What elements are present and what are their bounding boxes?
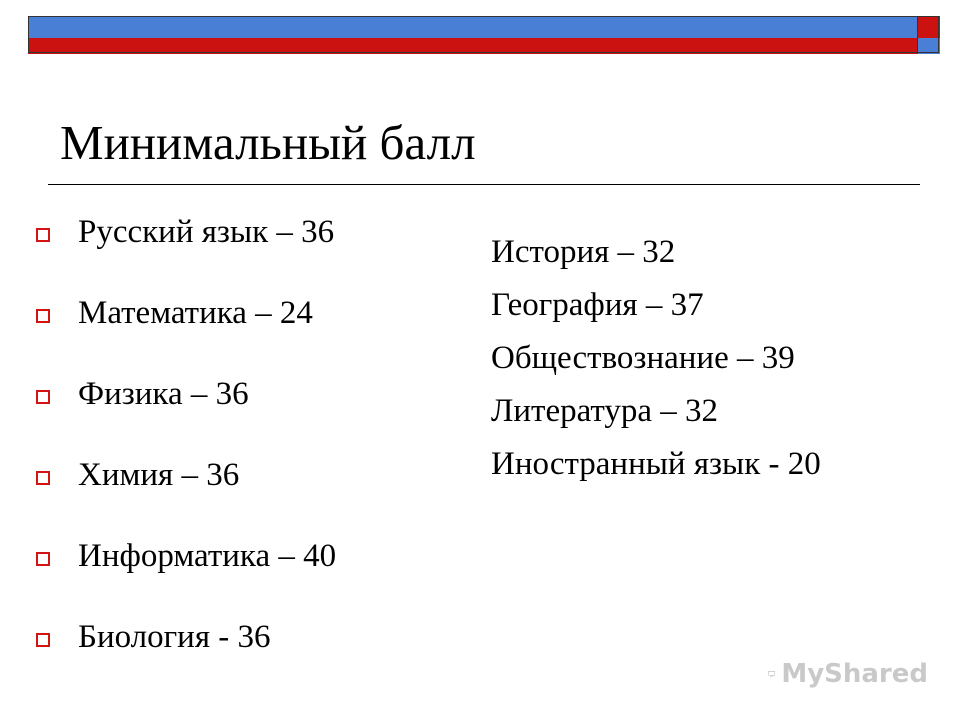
list-item-label: Математика – 24 [78,295,313,331]
list-item-label: Русский язык – 36 [78,214,335,250]
list-item: География – 37 [491,287,704,323]
header-blue-square [918,38,940,54]
hollow-square-icon [36,309,50,323]
list-item: Литература – 32 [491,393,719,429]
list-item [36,374,336,455]
list-item: Обществознание – 39 [491,340,795,376]
right-subject-list [491,226,821,491]
projector-screen-icon [768,658,775,690]
list-item: Иностранный язык - 20 [491,446,821,482]
hollow-square-icon [36,552,50,566]
list-item [36,455,336,536]
hollow-square-icon [36,471,50,485]
watermark-text: MyShared [781,659,928,689]
watermark-logo [768,654,928,694]
header-divider [917,16,918,54]
list-item-label: Биология - 36 [78,619,271,655]
hollow-square-icon [36,633,50,647]
hollow-square-icon [36,228,50,242]
header-red-square [918,16,940,38]
header-blue-bar [28,16,918,38]
list-item-label: Химия – 36 [78,457,240,493]
list-item [36,212,336,293]
list-item-label: Физика – 36 [78,376,249,412]
list-item [36,536,336,617]
slide-title: Минимальный балл [60,115,476,170]
title-underline [48,184,920,185]
list-item: История – 32 [491,234,676,270]
list-item [36,293,336,374]
left-subject-list [36,212,336,698]
list-item [36,617,336,698]
header-red-bar [28,38,918,54]
list-item-label: Информатика – 40 [78,538,337,574]
hollow-square-icon [36,390,50,404]
